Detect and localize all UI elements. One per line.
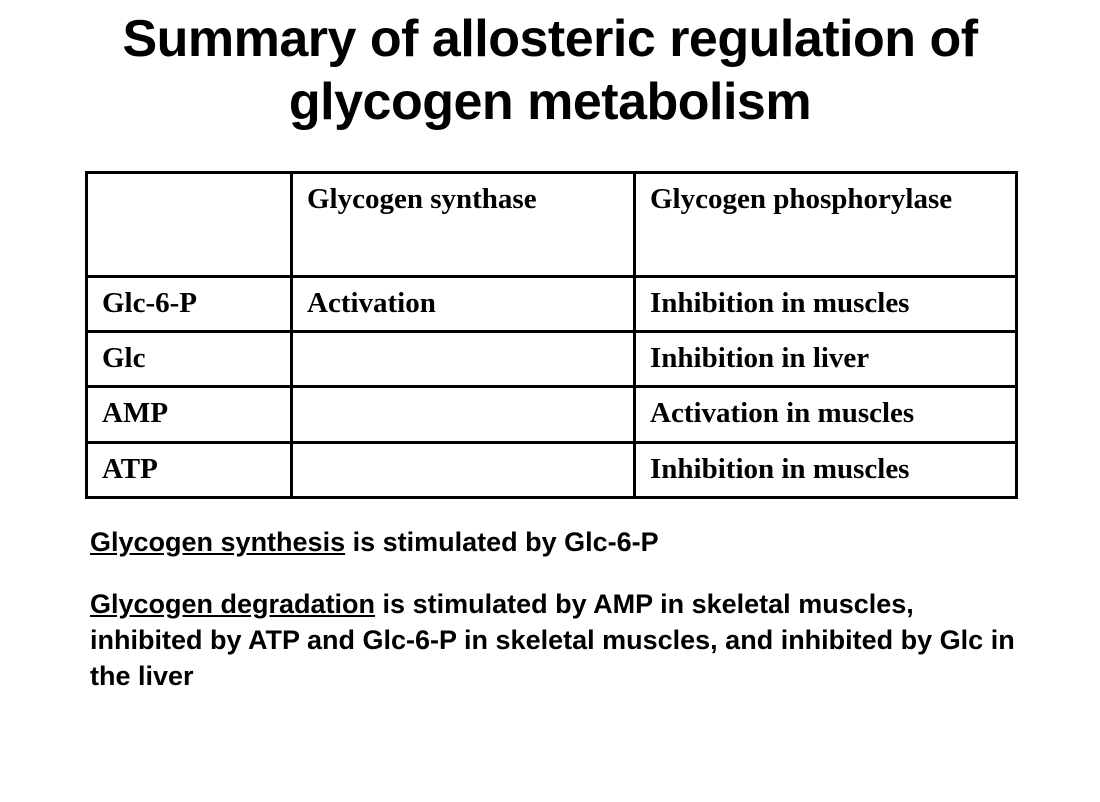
table-row bbox=[87, 387, 1017, 442]
table-header bbox=[87, 172, 1017, 276]
summary-table bbox=[85, 171, 1018, 499]
table-cell-effector: Glc bbox=[87, 332, 292, 387]
summary-table-container bbox=[85, 171, 1015, 499]
table-row bbox=[87, 442, 1017, 497]
table-cell-effector: Glc-6-P bbox=[87, 276, 292, 331]
note-synthesis bbox=[90, 525, 1030, 561]
notes-section bbox=[70, 525, 1030, 695]
table-header-cell-phosphorylase: Glycogen phosphorylase bbox=[635, 172, 1017, 276]
note-degradation bbox=[90, 587, 1030, 695]
table-body bbox=[87, 276, 1017, 497]
table-header-row bbox=[87, 172, 1017, 276]
note-synthesis-term: Glycogen synthesis bbox=[90, 526, 346, 557]
table-cell-synthase bbox=[292, 442, 635, 497]
table-cell-effector: ATP bbox=[87, 442, 292, 497]
table-cell-phosphorylase: Inhibition in liver bbox=[635, 332, 1017, 387]
note-degradation-term: Glycogen degradation bbox=[90, 588, 376, 619]
table-row bbox=[87, 276, 1017, 331]
note-degradation-text: is stimulated by AMP in skeletal muscles, inhibited by ATP and Glc-6-P in skeletal muscles, and inhibited by Glc in the liver bbox=[90, 588, 1015, 691]
table-header-cell-synthase: Glycogen synthase bbox=[292, 172, 635, 276]
table-header-cell-blank bbox=[87, 172, 292, 276]
table-row bbox=[87, 332, 1017, 387]
table-cell-phosphorylase: Inhibition in muscles bbox=[635, 442, 1017, 497]
table-cell-effector: AMP bbox=[87, 387, 292, 442]
table-cell-synthase bbox=[292, 387, 635, 442]
table-cell-phosphorylase: Inhibition in muscles bbox=[635, 276, 1017, 331]
table-cell-synthase bbox=[292, 332, 635, 387]
table-cell-synthase: Activation bbox=[292, 276, 635, 331]
page-title: Summary of allosteric regulation of glycogen metabolism bbox=[122, 10, 978, 132]
table-cell-phosphorylase: Activation in muscles bbox=[635, 387, 1017, 442]
note-synthesis-text: is stimulated by Glc-6-P bbox=[345, 526, 659, 557]
